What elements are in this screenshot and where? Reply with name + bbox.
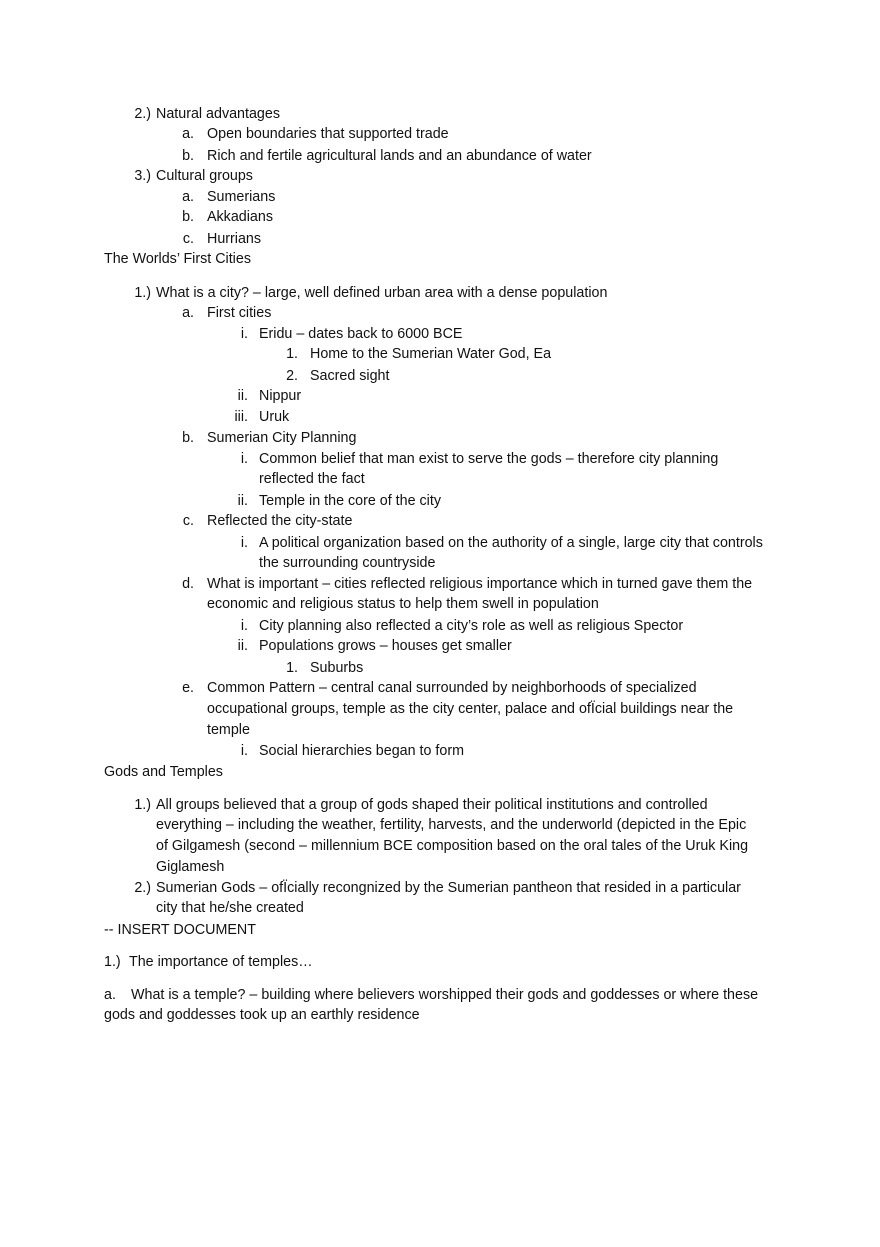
document-line: Open boundaries that supported trade [207,126,449,142]
document-line: Hurrians [207,231,262,247]
document-line: Sumerian Gods – ofÏcially recongnized by the Sumerian pantheon that resided in a particular [156,880,741,896]
list-marker: i. [240,451,248,467]
list-marker: b. [182,148,194,164]
list-marker: ii. [237,493,248,509]
document-line: First cities [207,305,272,321]
list-marker: i. [240,535,248,551]
list-marker: a. [182,305,194,321]
document-line: Eridu – dates back to 6000 BCE [259,326,463,342]
document-line: Reflected the city-state [207,513,353,529]
document-line: A political organization based on the authority of a single, large city that controls [259,535,763,551]
document-line: Akkadians [207,209,273,225]
document-line: Home to the Sumerian Water God, Ea [310,346,552,362]
document-line: temple [207,722,250,738]
document-line: What is important – cities reflected religious importance which in turned gave them the [207,576,753,592]
document-line: the surrounding countryside [259,555,436,571]
list-marker: 1.) [134,797,151,813]
document-line: City planning also reflected a city’s role as well as religious Spector [259,618,684,634]
document-line: Uruk [259,409,290,425]
document-line: -- INSERT DOCUMENT [104,922,256,938]
document-line: The importance of temples… [129,954,313,970]
list-marker: d. [182,576,194,592]
list-marker: 1. [286,346,298,362]
document-line: Sumerian City Planning [207,430,357,446]
document-line: The Worlds’ First Cities [104,251,251,267]
list-marker: b. [182,430,194,446]
list-marker: e. [182,680,194,696]
list-marker: ii. [237,388,248,404]
list-marker: iii. [234,409,248,425]
document-line: What is a temple? – building where believers worshipped their gods and goddesses or where these [131,987,759,1003]
list-marker: 2.) [134,106,151,122]
list-marker: i. [240,743,248,759]
document-line: economic and religious status to help them swell in population [207,596,599,612]
document-line: What is a city? – large, well defined urban area with a dense population [156,285,608,301]
document-line: Cultural groups [156,168,253,184]
document-line: Common Pattern – central canal surrounded by neighborhoods of specialized [207,680,697,696]
list-marker: i. [240,618,248,634]
document-line: Gods and Temples [104,764,223,780]
document-line: Nippur [259,388,302,404]
list-marker: 1.) [134,285,151,301]
document-line: occupational groups, temple as the city center, palace and ofÏcial buildings near the [207,701,734,717]
list-marker: 1. [286,660,298,676]
list-marker: a. [104,987,116,1003]
list-marker: 2.) [134,880,151,896]
document-line: gods and goddesses took up an earthly residence [104,1007,420,1023]
list-marker: c. [182,231,194,247]
document-line: Social hierarchies began to form [259,743,465,759]
list-marker: 3.) [134,168,151,184]
list-marker: 2. [286,368,298,384]
list-marker: ii. [237,638,248,654]
list-marker: c. [182,513,194,529]
list-marker: i. [240,326,248,342]
document-line: Suburbs [310,660,364,676]
list-marker: a. [182,126,194,142]
document-line: everything – including the weather, fertility, harvests, and the underworld (depicted in the Epic [156,817,747,833]
document-line: Rich and fertile agricultural lands and an abundance of water [207,148,592,164]
document-line: Natural advantages [156,106,280,122]
document-line: Giglamesh [156,859,225,875]
document-line: city that he/she created [156,900,304,916]
document-line: reflected the fact [259,471,365,487]
document-line: All groups believed that a group of gods shaped their political institutions and controlled [156,797,708,813]
document-line: Temple in the core of the city [259,493,441,509]
document-line: Sumerians [207,189,276,205]
list-marker: 1.) [104,954,121,970]
document-line: Populations grows – houses get smaller [259,638,512,654]
document-line: of Gilgamesh (second – millennium BCE composition based on the oral tales of the Uruk King [156,838,749,854]
document-line: Sacred sight [310,368,390,384]
list-marker: b. [182,209,194,225]
document-line: Common belief that man exist to serve the gods – therefore city planning [259,451,719,467]
list-marker: a. [182,189,194,205]
